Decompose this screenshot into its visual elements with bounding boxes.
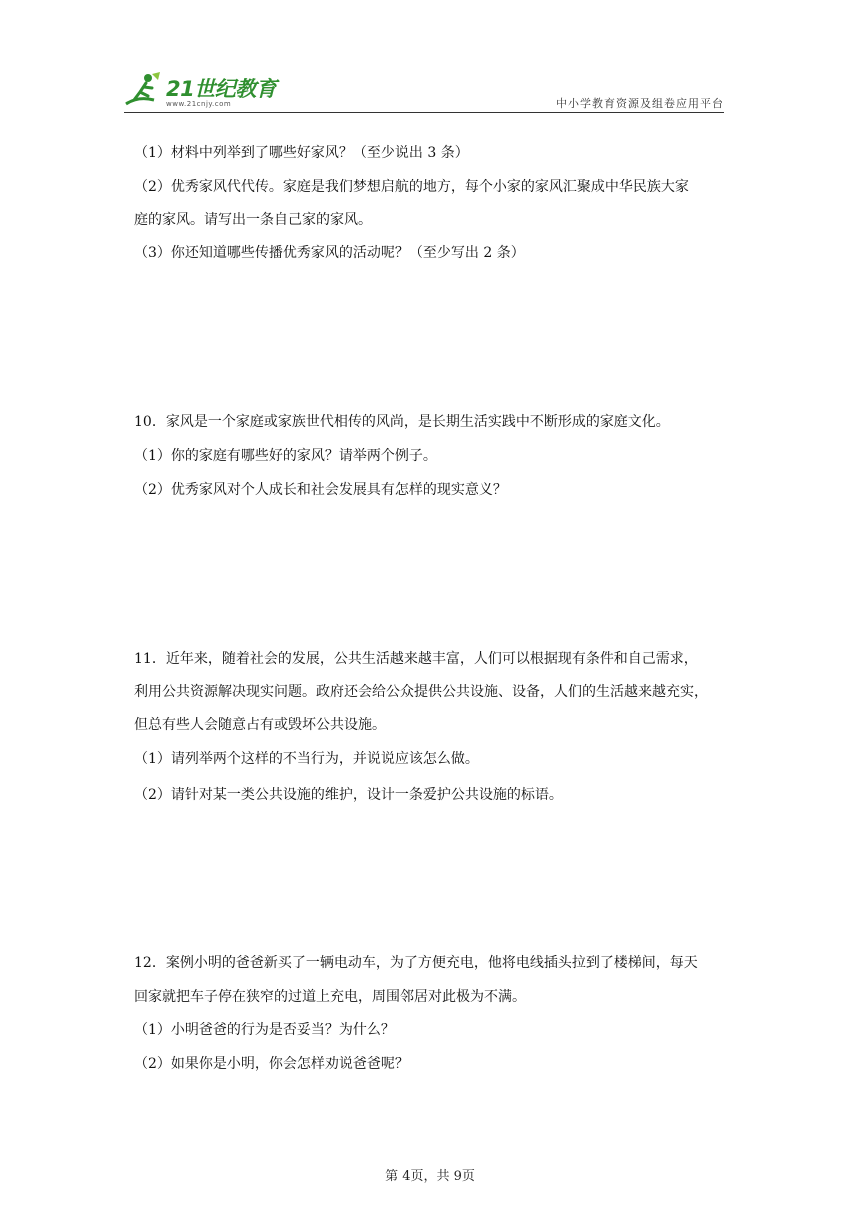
page-footer: 第 4页，共 9页: [385, 1169, 475, 1184]
q12-sub2: （2）如果你是小明，你会怎样劝说爸爸呢？: [134, 1056, 409, 1072]
header-divider: [124, 112, 724, 113]
q11-stem-line3: 但总有些人会随意占有或毁坏公共设施。: [134, 717, 386, 733]
q12-stem-line2: 回家就把车子停在狭窄的过道上充电，周围邻居对此极为不满。: [134, 989, 526, 1005]
q11-stem-line1: 11．近年来，随着社会的发展，公共生活越来越丰富，人们可以根据现有条件和自己需求，: [134, 651, 698, 667]
q10-stem: 10．家风是一个家庭或家族世代相传的风尚，是长期生活实践中不断形成的家庭文化。: [134, 414, 670, 430]
q10-sub1: （1）你的家庭有哪些好的家风？请举两个例子。: [134, 448, 437, 464]
platform-name: 中小学教育资源及组卷应用平台: [556, 97, 724, 110]
logo-text: 21世纪教育: [166, 77, 277, 101]
q9-sub2-line2: 庭的家风。请写出一条自己家的家风。: [134, 212, 372, 228]
page-header: [124, 68, 724, 114]
q11-sub1: （1）请列举两个这样的不当行为，并说说应该怎么做。: [134, 751, 479, 767]
q11-stem-line2: 利用公共资源解决现实问题。政府还会给公众提供公共设施、设备，人们的生活越来越充实，: [134, 684, 708, 700]
q9-sub2-line1: （2）优秀家风代代传。家庭是我们梦想启航的地方，每个小家的家风汇聚成中华民族大家: [134, 179, 689, 195]
q11-sub2: （2）请针对某一类公共设施的维护，设计一条爱护公共设施的标语。: [134, 787, 563, 803]
q9-sub3: （3）你还知道哪些传播优秀家风的活动呢？（至少写出 2 条）: [134, 245, 525, 261]
q9-sub1: （1）材料中列举到了哪些好家风？（至少说出 3 条）: [134, 145, 469, 161]
q12-sub1: （1）小明爸爸的行为是否妥当？为什么？: [134, 1022, 395, 1038]
q10-sub2: （2）优秀家风对个人成长和社会发展具有怎样的现实意义？: [134, 482, 507, 498]
logo-url: www.21cnjy.com: [166, 100, 232, 108]
running-figure-logo-icon: [124, 70, 164, 110]
q12-stem-line1: 12．案例小明的爸爸新买了一辆电动车，为了方便充电，他将电线插头拉到了楼梯间，每天: [134, 955, 698, 971]
